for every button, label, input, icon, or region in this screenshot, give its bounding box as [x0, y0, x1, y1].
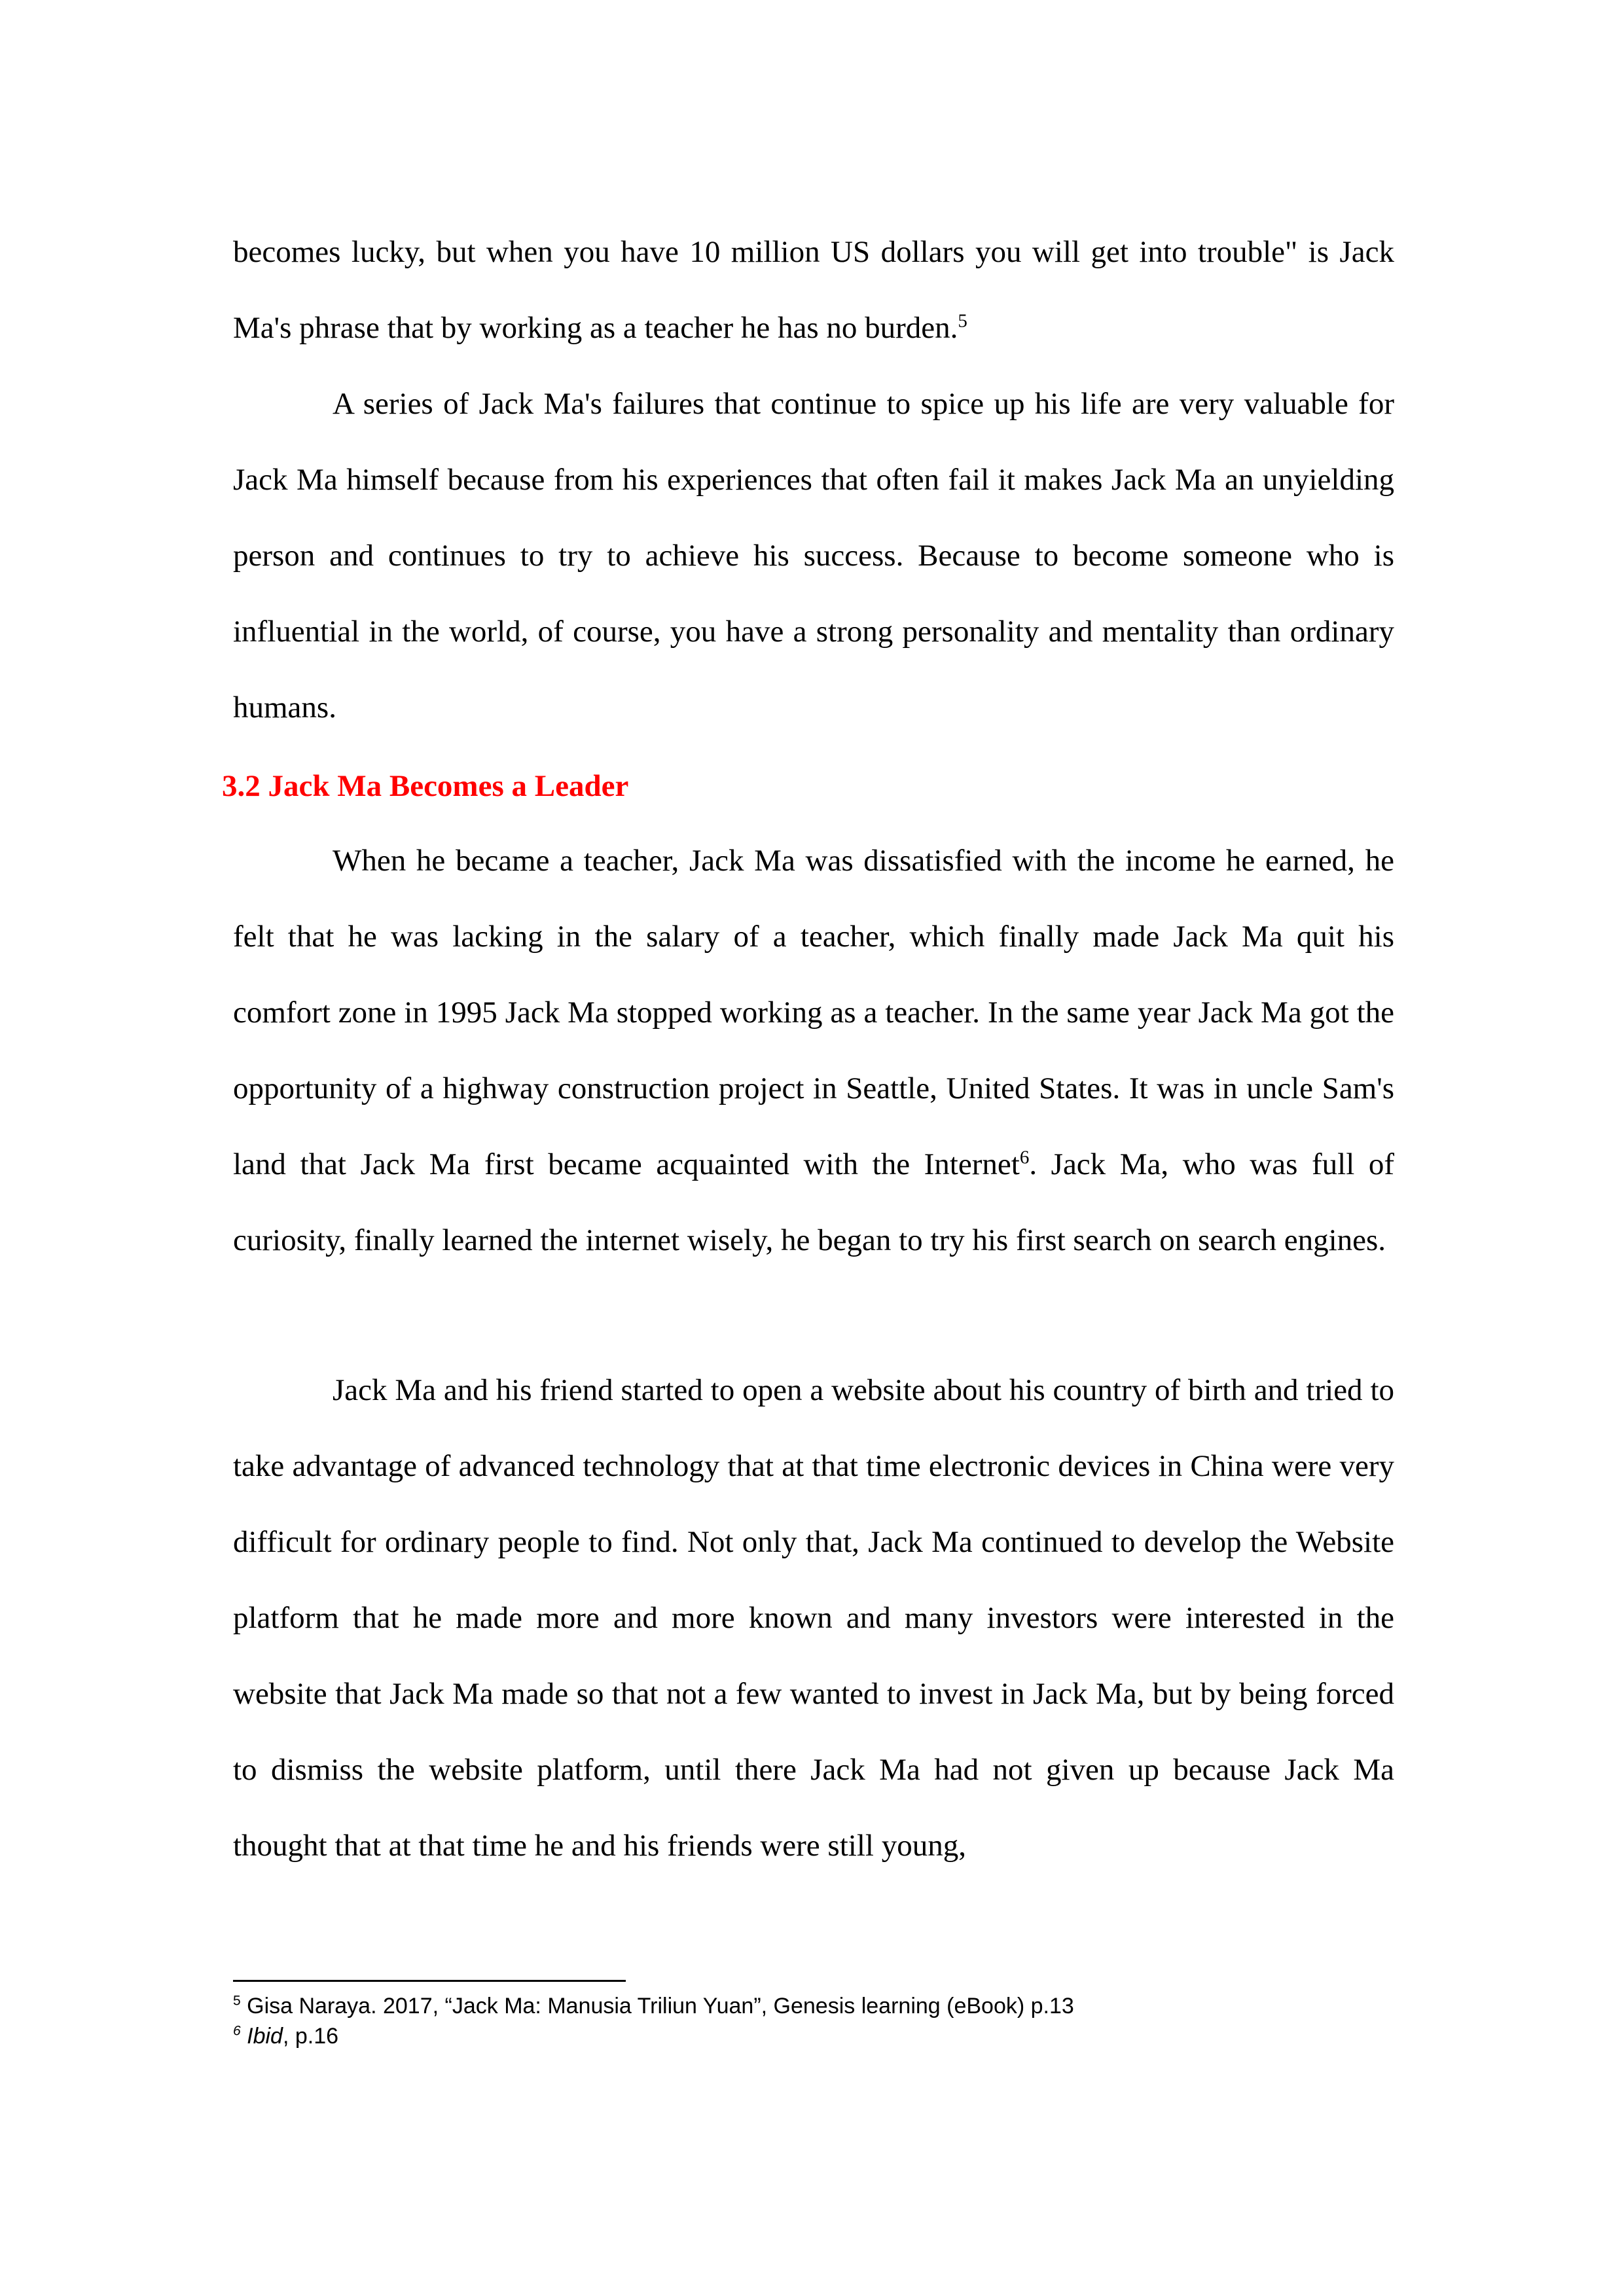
footnote-separator [233, 1980, 626, 1982]
footnote-text: , p.16 [282, 2024, 339, 2049]
paragraph-text: When he became a teacher, Jack Ma was dissatisfied with the income he earned, he felt that he was lacking in the salary of a teacher, which finally made Jack Ma quit his comfort zone in 1995 Jack Ma stopped working as a teacher. In the same year Jack Ma got the opportunity of a highway construction project in Seattle, United States. It was in uncle Sam's land that Jack Ma first became acquainted with the Internet [233, 844, 1394, 1181]
footnote-number: 5 [233, 1993, 241, 2009]
footnote-6 [233, 2022, 338, 2051]
paragraph-text: . Jack Ma, who was full of curiosity, finally learned the internet wisely, he began to try his first search on search engines. [233, 1147, 1394, 1257]
paragraph-text: becomes lucky, but when you have 10 million US dollars you will get into trouble" is Jack Ma's phrase that by working as a teacher he has no burden. [233, 235, 1394, 345]
footnote-number: 6 [233, 2023, 241, 2039]
footnote-ref-5[interactable]: 5 [958, 310, 967, 332]
footnote-5 [233, 1992, 1074, 2020]
body-paragraph [233, 823, 1394, 1278]
body-paragraph: A series of Jack Ma's failures that continue to spice up his life are very valuable for Jack Ma himself because from his experiences that often fail it makes Jack Ma an unyielding person and continues to try to achieve his success. Because to become someone who is influential in the world, of course, you have a strong personality and mentality than ordinary humans. [233, 387, 1394, 725]
footnote-text: Gisa Naraya. 2017, “Jack Ma: Manusia Triliun Yuan”, Genesis learning (eBook) p.13 [240, 1994, 1074, 2018]
footnote-ref-6[interactable]: 6 [1019, 1147, 1030, 1168]
body-paragraph [233, 214, 1394, 366]
footnote-ibid: Ibid [247, 2024, 283, 2049]
section-heading: 3.2 Jack Ma Becomes a Leader [222, 769, 629, 803]
body-paragraph: Jack Ma and his friend started to open a website about his country of birth and tried to take advantage of advanced technology that at that time electronic devices in China were very difficult for ordinary people to find. Not only that, Jack Ma continued to develop the Website platform that he made more and more known and many investors were interested in the website that Jack Ma made so that not a few wanted to invest in Jack Ma, but by being forced to dismiss the website platform, until there Jack Ma had not given up because Jack Ma thought that at that time he and his friends were still young, [233, 1373, 1394, 1863]
